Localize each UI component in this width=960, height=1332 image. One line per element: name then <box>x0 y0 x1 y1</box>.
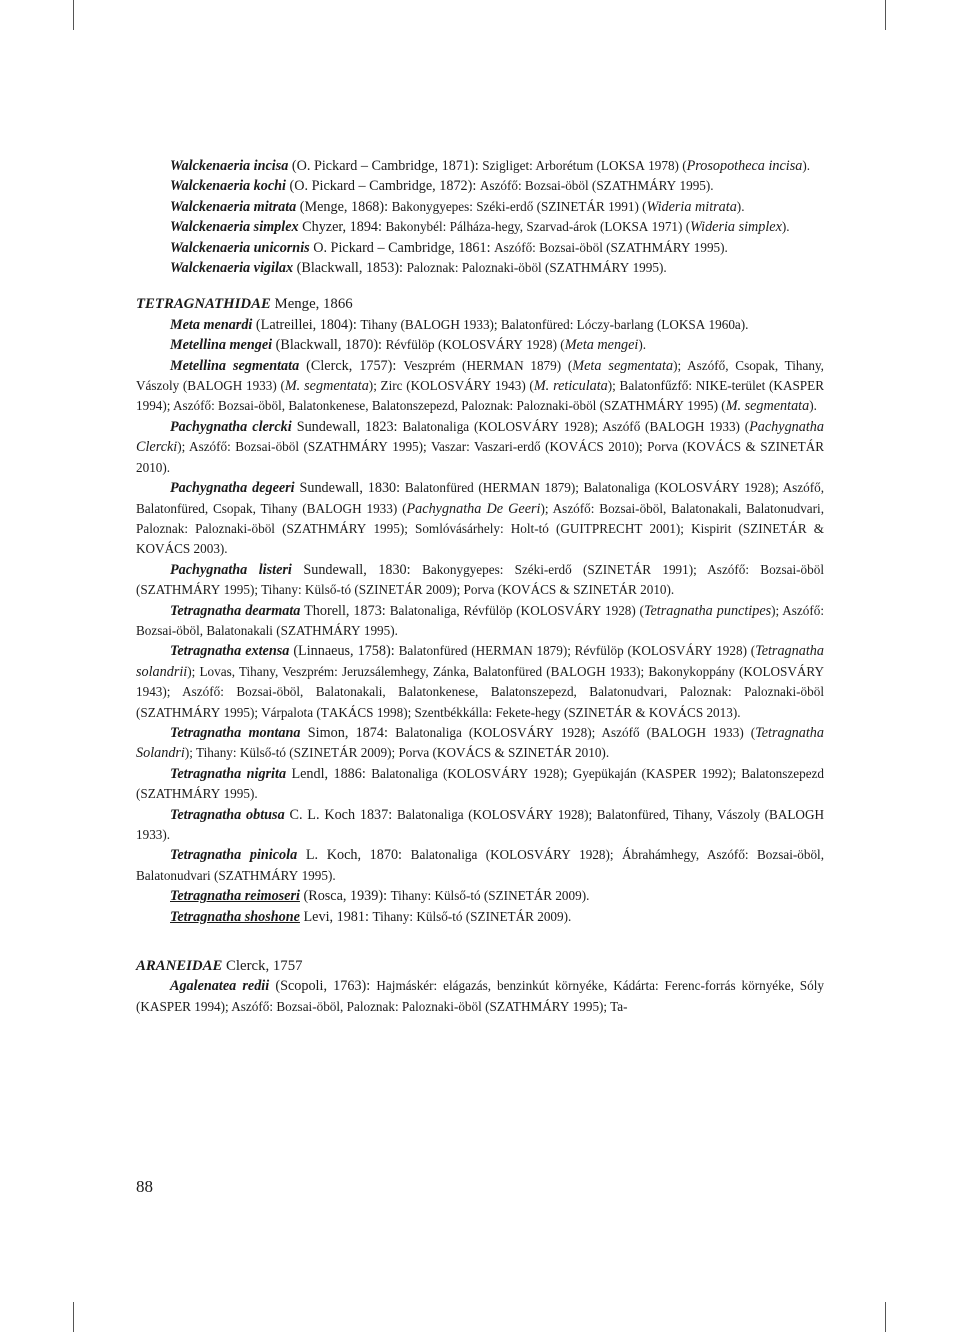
species-entry <box>136 907 824 927</box>
species-name: Tetragnatha nigrita <box>170 765 287 782</box>
family-heading-tetragnathidae <box>136 294 824 314</box>
species-name: Tetragnatha dearmata <box>170 602 301 619</box>
locality-text: 1995); Tihany: Külső-tó (S <box>220 582 367 598</box>
synonym-name: M. segmentata <box>725 398 810 415</box>
locality-text: 1928) ( <box>522 337 565 353</box>
locality-text: 1933) ( <box>242 378 285 394</box>
locality-text: Szigliget: Arborétum (L <box>482 158 609 173</box>
author-name: ERMAN <box>475 357 524 373</box>
locality-text: 1994); Aszófő: Bozsai-öböl, Balatonkenese, Balatonszepezd, Paloznak: Paloznaki-öböl (S <box>136 398 612 414</box>
author-name: UITPRECHT <box>569 520 643 536</box>
locality-text: 1960a). <box>705 316 749 332</box>
author-name: OLOSVÁRY <box>530 602 602 618</box>
author-name: ZATHMÁRY <box>496 998 570 1014</box>
locality-text: Bakonygyepes: Széki-erdő (S <box>391 198 549 214</box>
author-name: ZATHMÁRY <box>293 520 367 536</box>
author-name: OLOSVÁRY <box>482 806 554 822</box>
author-name: ZINETÁR <box>767 439 825 455</box>
synonym-name: Meta segmentata <box>572 357 674 374</box>
locality-text: 1928); Aszófő, Balatonfüred, Csopak, Tihany (B <box>136 480 825 516</box>
locality-text: & S <box>491 745 516 761</box>
author-year: Sundewall, 1823: <box>291 418 403 435</box>
locality-text: ); Aszófő: Bozsai-öböl, Balatonakali (S <box>136 602 824 638</box>
author-year: (Linnaeus, 1758): <box>289 643 399 660</box>
author-name: ALOGH <box>315 500 362 516</box>
locality-text: Balatonfüred (H <box>398 643 486 659</box>
author-name: ZATHMÁRY <box>556 260 630 276</box>
locality-text: 1943) ( <box>491 378 534 394</box>
locality-text: 1928); Aszófő (B <box>558 418 659 434</box>
locality-text: 2009). <box>552 888 590 904</box>
species-name: Walckenaeria incisa <box>170 158 289 174</box>
species-entry <box>136 560 824 601</box>
species-entry <box>136 641 824 723</box>
author-name: ZATHMÁRY <box>603 178 677 194</box>
locality-text: 1933); Bakonykoppány (K <box>605 663 753 679</box>
author-name: OLOSVÁRY <box>641 643 713 659</box>
species-name: Walckenaeria unicornis <box>170 239 310 256</box>
species-entry <box>136 217 824 237</box>
locality-text: Bakonybél: Pálháza-hegy, Szarvad-árok (L <box>385 219 613 235</box>
locality-text: 2003). <box>190 541 228 557</box>
species-entry <box>136 238 824 258</box>
locality-text: 2001); Kispirit (S <box>642 520 751 536</box>
entries-walckenaeria <box>136 156 824 278</box>
species-entry <box>136 417 824 478</box>
author-name: ALOGH <box>659 724 706 740</box>
author-year: (Latreillei, 1804): <box>252 316 361 333</box>
synonym-name: Wideria mitrata <box>646 198 737 215</box>
author-year: (Scopoli, 1763): <box>269 978 377 995</box>
species-name: Walckenaeria mitrata <box>170 198 297 215</box>
locality-text: 1994); Aszófő: Bozsai-öböl, Paloznak: Paloznaki-öböl (S <box>190 998 497 1014</box>
locality-text: Aszófő: Bozsai-öböl (S <box>494 239 618 255</box>
locality-text: Hajmáskér: elágazás, benzinkút környéke, Kádárta: Ferenc-forrás környéke, Sóly (K <box>136 978 824 1014</box>
locality-text: Tihany (B <box>360 316 414 332</box>
locality-text: 1928); Ábrahámhegy, Aszófő: Bozsai-öböl, Balatonudvari (S <box>136 847 825 883</box>
species-name-new-record: Tetragnatha shoshone <box>170 908 300 925</box>
author-year: Sundewall, 1830: <box>294 480 405 497</box>
author-name: ZINETÁR <box>580 582 637 598</box>
author-name: ZATHMÁRY <box>611 398 684 414</box>
species-entry <box>136 723 824 764</box>
locality-text: ); Tihany: Külső-tó (S <box>184 745 302 761</box>
author-year: Chyzer, 1894: <box>298 219 386 236</box>
locality-text: 1879); Révfülöp (K <box>532 643 642 659</box>
synonym-name: Pachygnatha De Geeri <box>406 500 541 517</box>
locality-text: ). <box>638 337 647 353</box>
author-name: OKSA <box>669 316 706 332</box>
author-year: Thorell, 1873: <box>300 602 390 619</box>
author-name: OKSA <box>612 219 649 235</box>
locality-text: Bakonygyepes: Széki-erdő (S <box>422 561 595 577</box>
crop-mark-bottom-right <box>885 1302 886 1332</box>
locality-text: 2009). <box>533 908 572 924</box>
author-name: OVÁCS <box>658 704 704 720</box>
locality-text: 1928); Balatonfüred, Tihany, Vászoly (B <box>553 806 778 822</box>
locality-text: 1879); Balatonaliga (K <box>539 480 669 496</box>
author-name: ZATHMÁRY <box>147 582 221 598</box>
author-year: O. Pickard – Cambridge, 1861: <box>309 239 495 256</box>
locality-text: & S <box>741 439 768 455</box>
locality-text: & K <box>136 520 824 557</box>
author-name: ASPER <box>782 378 824 394</box>
author-name: OKSA <box>608 158 645 173</box>
locality-text: 1998); Szentbékkálla: Fekete-hegy (S <box>373 704 576 720</box>
species-name: ARANEIDAE <box>136 958 223 975</box>
locality-text: & S <box>556 582 581 598</box>
species-name: Tetragnatha extensa <box>170 643 290 660</box>
locality-text: 1928) ( <box>712 643 756 659</box>
author-name: ZATHMÁRY <box>617 239 691 255</box>
entries-araneidae <box>136 976 824 1017</box>
synonym-name: Tetragnatha solandrii <box>136 643 824 680</box>
locality-text: Veszprém (H <box>403 357 476 373</box>
locality-text: & K <box>632 704 659 720</box>
author-year: (O. Pickard – Cambridge, 1872): <box>286 178 480 195</box>
locality-text: ); Aszófő: Bozsai-öböl, Balatonakali, Balatonudvari, Paloznak: Paloznaki-öböl (S <box>136 500 824 536</box>
author-year: Simon, 1874: <box>300 724 396 741</box>
species-name: Metellina segmentata <box>170 357 300 374</box>
author-name: OLOSVÁRY <box>487 418 559 434</box>
species-name: Pachygnatha listeri <box>170 561 292 578</box>
author-name: ZATHMÁRY <box>315 439 388 455</box>
author-year: Levi, 1981: <box>299 908 373 925</box>
author-name: ZINETÁR <box>301 745 358 761</box>
locality-text: 1943); Aszófő: Bozsai-öböl, Balatonakali, Balatonkenese, Balatonszepezd, Balatonudvari, Paloznak: Paloznaki-öböl (S <box>136 684 824 720</box>
locality-text: 1991) ( <box>604 198 647 214</box>
author-year: (Blackwall, 1870): <box>272 337 386 354</box>
locality-text: 1995). <box>298 867 336 883</box>
locality-text: 1978) ( <box>644 158 687 173</box>
locality-text: Balatonfüred (H <box>404 480 493 496</box>
author-name: ZINETÁR <box>515 745 572 761</box>
locality-text: 1995); Somlóvásárhely: Holt-tó (G <box>366 520 570 536</box>
author-name: ZATHMÁRY <box>288 622 361 638</box>
locality-text: 1995). <box>220 786 258 802</box>
author-year: (Menge, 1868): <box>296 198 392 215</box>
species-entry <box>136 478 824 560</box>
species-name: Walckenaeria vigilax <box>170 260 294 277</box>
locality-text: ); Balatonfűzfő: NIKE-terület (K <box>607 378 783 394</box>
species-name: Agalenatea redii <box>170 978 270 995</box>
author-year: (Clerck, 1757): <box>299 357 404 374</box>
locality-text: 1991); Aszófő: Bozsai-öböl (S <box>136 561 825 598</box>
locality-text: 1928); Aszófő (B <box>553 724 660 740</box>
author-name: ALOGH <box>196 378 243 394</box>
locality-text: 2010). <box>571 745 610 761</box>
author-name: OLOSVÁRY <box>499 847 571 863</box>
locality-text: 1995) ( <box>683 398 726 414</box>
locality-text: 1933) ( <box>704 418 750 434</box>
locality-text: Aszófő: Bozsai-öböl (S <box>479 178 604 194</box>
locality-text: 1992); Balatonszepezd (S <box>136 765 824 802</box>
locality-text: 1995). <box>360 622 398 638</box>
author-name: ZINETÁR <box>594 561 652 577</box>
locality-text: 1933); Balatonfüred: Lóczy-barlang (L <box>459 316 670 332</box>
locality-text: 1928) ( <box>601 602 644 618</box>
locality-text: Paloznak: Paloznaki-öböl (S <box>406 260 557 276</box>
locality-text: ); Aszófő: Bozsai-öböl (S <box>177 439 316 455</box>
locality-text: ); Lovas, Tihany, Veszprém: Jeruzsálemhegy, Zánka, Balatonfüred (B <box>187 663 560 679</box>
species-entry <box>136 176 824 196</box>
species-name-new-record: Tetragnatha reimoseri <box>170 888 300 905</box>
synonym-name: Prosopotheca incisa <box>686 158 803 174</box>
species-entry <box>136 805 824 846</box>
locality-text: Balatonaliga (K <box>395 724 483 740</box>
synonym-name: M. reticulata <box>533 378 608 395</box>
locality-text: Balatonaliga (K <box>410 847 500 863</box>
locality-text: ). <box>736 198 745 214</box>
synonym-name: Tetragnatha punctipes <box>643 602 772 619</box>
synonym-name: Wideria simplex <box>690 219 782 236</box>
author-name: ZINETÁR <box>575 704 633 720</box>
locality-text: 1928); Gyepükaján (K <box>527 765 656 781</box>
locality-text: 1879) ( <box>523 357 573 373</box>
author-name: ALOGH <box>658 418 705 434</box>
author-year: L. Koch, 1870: <box>297 847 411 864</box>
species-name: Walckenaeria kochi <box>170 178 286 195</box>
author-year: Lendl, 1886: <box>286 765 372 782</box>
locality-text: Balatonaliga (K <box>397 806 483 822</box>
author-name: OLOSVÁRY <box>668 480 740 496</box>
author-name: OLOSVÁRY <box>456 765 528 781</box>
species-name: Tetragnatha montana <box>170 724 301 741</box>
locality-text: ); Zirc (K <box>368 378 421 394</box>
species-entry <box>136 601 824 642</box>
locality-text: 1995); Vaszar: Vaszari-erdő (K <box>387 439 560 455</box>
locality-text: 1971) ( <box>648 219 691 235</box>
species-name: Pachygnatha clercki <box>170 418 292 435</box>
author-name: ERMAN <box>485 643 533 659</box>
locality-text: Tihany: Külső-tó (S <box>390 888 496 904</box>
species-entry <box>136 976 824 1017</box>
author-year: Menge, 1866 <box>270 296 353 313</box>
author-name: OVÁCS <box>696 439 742 455</box>
author-name: ZATHMÁRY <box>225 867 299 883</box>
species-entry <box>136 156 824 176</box>
author-name: OLOSVÁRY <box>482 724 554 740</box>
locality-text: ). <box>781 219 790 235</box>
locality-text: 2013). <box>703 704 741 720</box>
author-name: OVÁCS <box>145 541 191 557</box>
locality-text: ); Aszófő, Csopak, Tihany, Vászoly (B <box>136 357 824 394</box>
author-name: ASPER <box>655 765 697 781</box>
page-number: 88 <box>136 1177 153 1196</box>
species-name: Metellina mengei <box>170 337 273 354</box>
author-year: (O. Pickard – Cambridge, 1871): <box>288 158 483 174</box>
synonym-name: M. segmentata <box>284 378 369 395</box>
synonym-name: Meta mengei <box>564 337 639 354</box>
locality-text: ). <box>802 158 811 173</box>
species-entry <box>136 356 824 417</box>
species-entry <box>136 886 824 906</box>
species-name: Pachygnatha degeeri <box>170 480 295 497</box>
author-name: ZATHMÁRY <box>147 704 221 720</box>
locality-text: 2010). <box>136 459 171 475</box>
locality-text: 1995); Várpalota (T <box>220 704 329 720</box>
locality-text: Balatonaliga (K <box>402 418 488 434</box>
author-year: Clerck, 1757 <box>222 958 303 975</box>
crop-mark-top-right <box>885 0 886 30</box>
species-name: Tetragnatha pinicola <box>170 847 298 864</box>
author-year: (Rosca, 1939): <box>299 888 391 905</box>
species-name: Walckenaeria simplex <box>170 219 299 236</box>
locality-text: 1995); Ta- <box>569 998 628 1014</box>
author-name: ZINETÁR <box>495 888 553 904</box>
locality-text: 1995). <box>676 178 714 194</box>
locality-text: 2009); Porva (K <box>422 582 512 598</box>
locality-text: 1995). <box>629 260 667 276</box>
species-name: Tetragnatha obtusa <box>170 806 285 823</box>
locality-text: Balatonaliga (K <box>371 765 457 781</box>
locality-text: ). <box>809 398 817 414</box>
author-name: OVÁCS <box>559 439 604 455</box>
author-name: OVÁCS <box>446 745 492 761</box>
author-name: ERMAN <box>492 480 540 496</box>
author-year: (Blackwall, 1853): <box>293 260 407 277</box>
entries-tetragnathidae <box>136 315 824 927</box>
author-name: OLOSVÁRY <box>451 337 523 353</box>
locality-text: Tihany: Külső-tó (S <box>372 908 478 924</box>
species-name: TETRAGNATHIDAE <box>136 296 271 313</box>
author-name: AKÁCS <box>328 704 374 720</box>
author-name: ZATHMÁRY <box>147 786 221 802</box>
locality-text: 2010); Porva (K <box>603 439 697 455</box>
author-name: ZINETÁR <box>477 908 534 924</box>
author-name: ZINETÁR <box>548 198 605 214</box>
family-heading-araneidae <box>136 956 824 976</box>
synonym-name: Tetragnatha Solandri <box>136 724 824 762</box>
species-list-block <box>136 156 824 1017</box>
author-name: OLOSVÁRY <box>752 663 824 679</box>
locality-text: Révfülöp (K <box>385 337 452 353</box>
locality-text: 1933) ( <box>705 724 756 740</box>
locality-text: 1933) ( <box>361 500 407 516</box>
species-entry <box>136 764 824 805</box>
species-entry <box>136 335 824 355</box>
author-name: OVÁCS <box>511 582 557 598</box>
locality-text: 2009); Porva (K <box>357 745 447 761</box>
synonym-name: Pachygnatha Clercki <box>136 418 824 456</box>
author-name: ALOGH <box>559 663 606 679</box>
author-name: ZINETÁR <box>750 520 807 536</box>
author-name: ALOGH <box>777 806 824 822</box>
author-name: ASPER <box>149 998 191 1014</box>
species-entry <box>136 845 824 886</box>
author-year: Sundewall, 1830: <box>291 561 423 578</box>
author-name: ALOGH <box>413 316 460 332</box>
locality-text: 2010). <box>636 582 675 598</box>
author-year: C. L. Koch 1837: <box>284 806 397 823</box>
species-entry <box>136 315 824 335</box>
species-entry <box>136 197 824 217</box>
locality-text: 1933). <box>136 827 171 842</box>
species-entry <box>136 258 824 278</box>
author-name: OLOSVÁRY <box>420 378 492 394</box>
crop-mark-top-left <box>73 0 74 30</box>
locality-text: Balatonaliga, Révfülöp (K <box>389 602 531 618</box>
species-name: Meta menardi <box>170 316 253 333</box>
crop-mark-bottom-left <box>73 1302 74 1332</box>
author-name: ZINETÁR <box>366 582 423 598</box>
locality-text: 1995). <box>690 239 728 255</box>
